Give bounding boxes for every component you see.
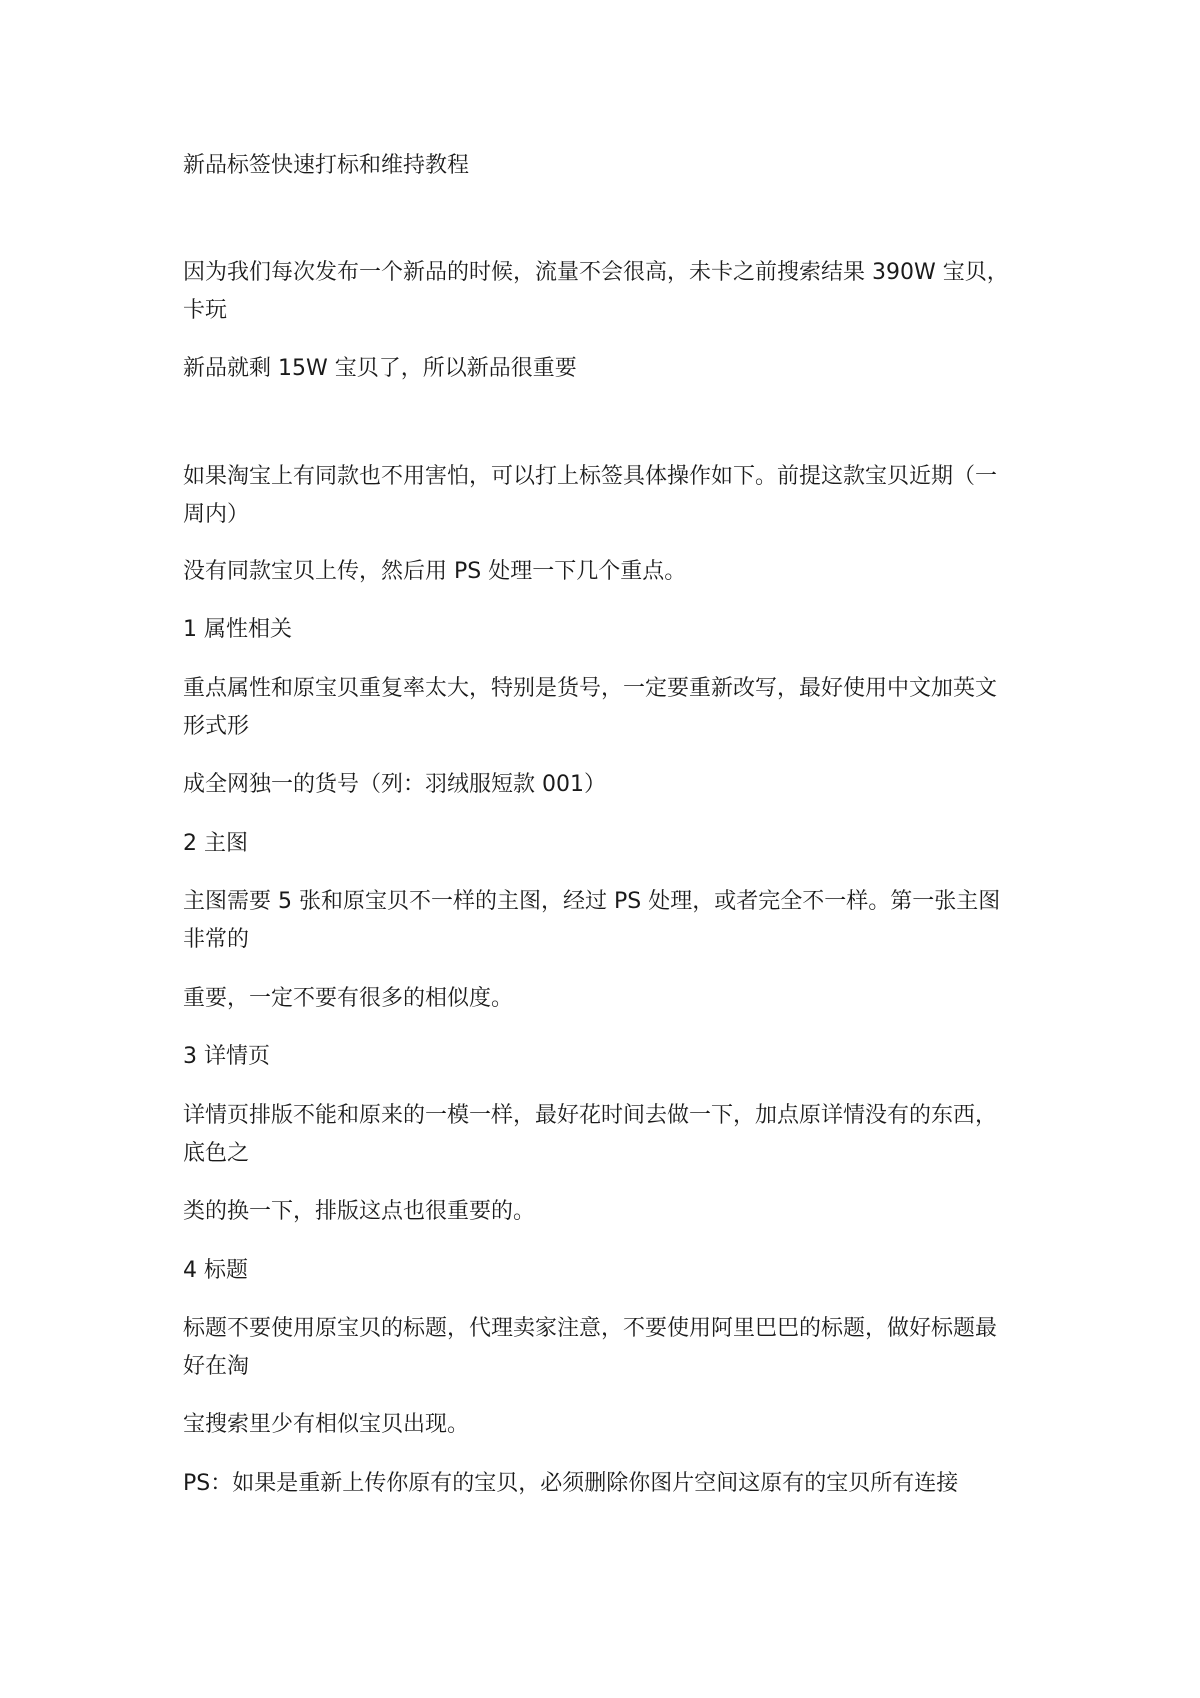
text-line: 详情页排版不能和原来的一模一样，最好花时间去做一下，加点原详情没有的东西， (183, 1103, 998, 1128)
document-title: 新品标签快速打标和维持教程 (183, 153, 470, 178)
text-line: 重要，一定不要有很多的相似度。 (183, 986, 514, 1011)
text-line: 标题不要使用原宝贝的标题，代理卖家注意，不要使用阿里巴巴的标题，做好标题最 (183, 1316, 998, 1341)
text-line: PS：如果是重新上传你原有的宝贝，必须删除你图片空间这原有的宝贝所有连接 (183, 1471, 959, 1496)
section-heading: 4 标题 (183, 1258, 248, 1283)
text-line: 卡玩 (183, 298, 228, 323)
text-line: 成全网独一的货号（列：羽绒服短款 001） (183, 772, 606, 797)
text-line: 没有同款宝贝上传，然后用 PS 处理一下几个重点。 (183, 559, 687, 584)
text-line: 重点属性和原宝贝重复率太大，特别是货号，一定要重新改写，最好使用中文加英文 (183, 676, 998, 701)
text-line: 周内） (183, 502, 250, 527)
section-heading: 3 详情页 (183, 1044, 270, 1069)
section-heading: 2 主图 (183, 831, 248, 856)
text-line: 宝搜索里少有相似宝贝出现。 (183, 1412, 470, 1437)
text-line: 因为我们每次发布一个新品的时候，流量不会很高，未卡之前搜索结果 390W 宝贝， (183, 260, 1009, 285)
text-line: 形式形 (183, 714, 250, 739)
text-line: 主图需要 5 张和原宝贝不一样的主图，经过 PS 处理，或者完全不一样。第一张主图 (183, 889, 1001, 914)
text-line: 底色之 (183, 1141, 250, 1166)
text-line: 新品就剩 15W 宝贝了，所以新品很重要 (183, 356, 577, 381)
section-heading: 1 属性相关 (183, 617, 292, 642)
text-line: 好在淘 (183, 1354, 250, 1379)
text-line: 非常的 (183, 927, 250, 952)
text-line: 类的换一下，排版这点也很重要的。 (183, 1199, 536, 1224)
text-line: 如果淘宝上有同款也不用害怕，可以打上标签具体操作如下。前提这款宝贝近期（一 (183, 464, 998, 489)
